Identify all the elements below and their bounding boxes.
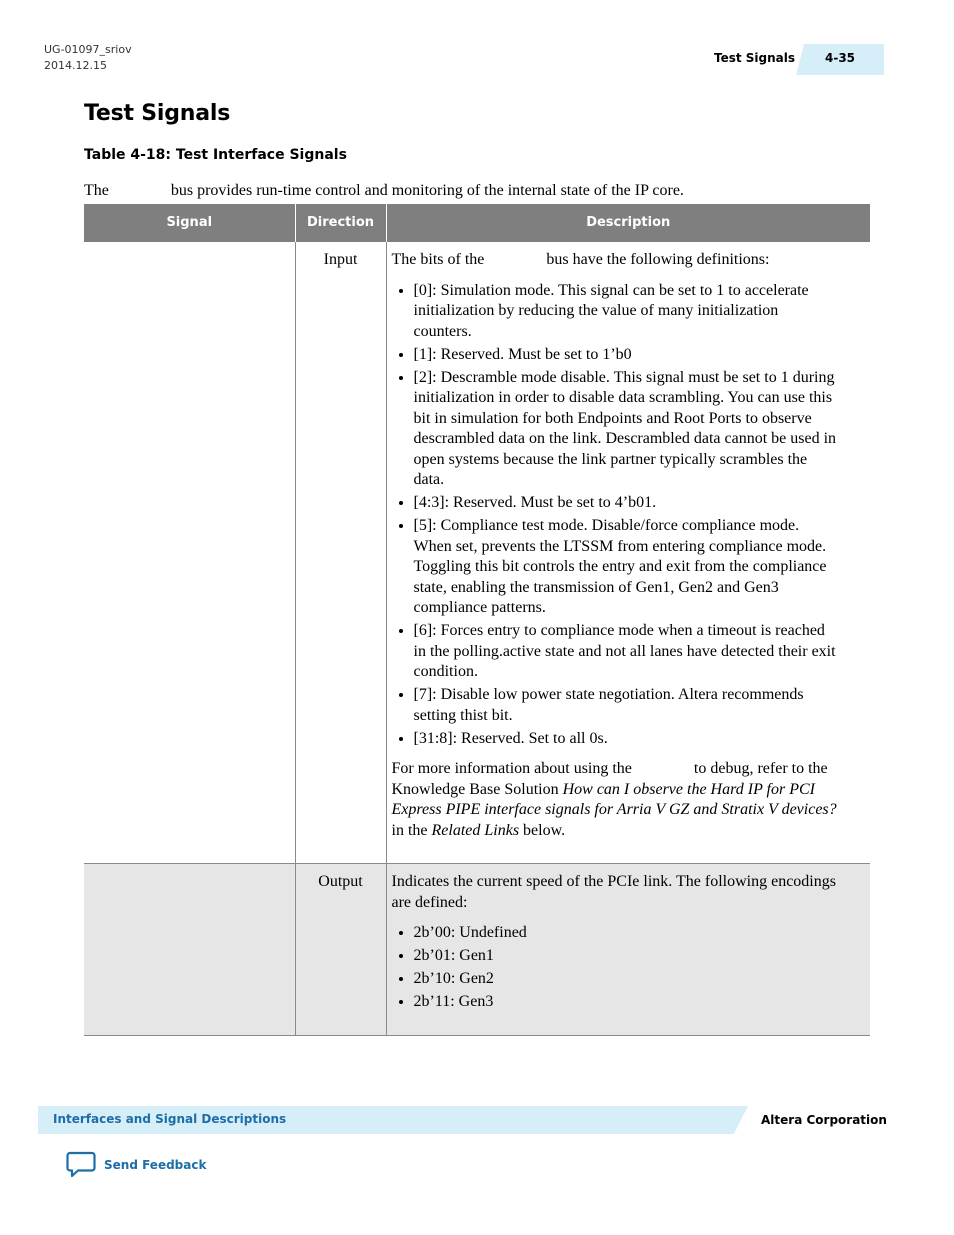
column-header-description: Description bbox=[386, 204, 870, 242]
list-item: • [0]: Simulation mode. This signal can be set to 1 to accelerate initialization by reducing the value of many initialization counters. bbox=[414, 281, 841, 343]
description-cell bbox=[386, 864, 870, 1036]
intro-paragraph bbox=[84, 182, 684, 200]
table-header-row bbox=[84, 204, 870, 242]
direction-cell: Input bbox=[295, 242, 386, 864]
description-lead: The bits of the bus have the following definitions: bbox=[391, 251, 770, 268]
description-cell bbox=[386, 242, 870, 864]
signal-cell bbox=[84, 864, 295, 1036]
page-title: Test Signals bbox=[84, 101, 231, 126]
list-item: • [6]: Forces entry to compliance mode when a timeout is reached in the polling.active state and not all lanes have detected their exit condition. bbox=[414, 621, 841, 683]
list-item: • [7]: Disable low power state negotiation. Altera recommends setting thist bit. bbox=[414, 685, 841, 726]
intro-text-after: bus provides run-time control and monitoring of the internal state of the IP core. bbox=[170, 182, 684, 199]
table-row bbox=[84, 242, 870, 864]
document-date: 2014.12.15 bbox=[44, 59, 107, 72]
footer-chapter-link[interactable]: Interfaces and Signal Descriptions bbox=[53, 1112, 287, 1126]
table-caption: Table 4-18: Test Interface Signals bbox=[84, 147, 347, 163]
list-item: • [31:8]: Reserved. Set to all 0s. bbox=[414, 729, 841, 750]
send-feedback-label: Send Feedback bbox=[104, 1158, 207, 1172]
document-id-block bbox=[44, 42, 132, 74]
list-item: • 2b’10: Gen2 bbox=[414, 969, 841, 990]
table-row bbox=[84, 864, 870, 1036]
list-item: • 2b’01: Gen1 bbox=[414, 946, 841, 967]
list-item: • 2b’11: Gen3 bbox=[414, 992, 841, 1013]
kb-solution-title: How can I observe the Hard IP for PCI Express PIPE interface signals for Arria V GZ and Stratix V devices? bbox=[391, 780, 837, 818]
direction-cell: Output bbox=[295, 864, 386, 1036]
speed-encodings-list bbox=[392, 923, 841, 1013]
column-header-signal: Signal bbox=[84, 204, 295, 242]
more-info-paragraph: For more information about using the to debug, refer to the Knowledge Base Solution How can I observe the Hard IP for PCI Express PIPE interface signals for Arria V GZ and Stratix V devices? in the Related Links below. bbox=[391, 760, 837, 839]
running-section-title: Test Signals bbox=[714, 51, 796, 65]
intro-text-before: The bbox=[84, 182, 109, 199]
send-feedback-link[interactable] bbox=[66, 1151, 206, 1179]
page-number: 4-35 bbox=[796, 44, 884, 75]
document-id: UG-01097_sriov bbox=[44, 43, 132, 56]
description-lead: Indicates the current speed of the PCIe link. The following encodings are defined: bbox=[391, 873, 836, 911]
list-item: • [1]: Reserved. Must be set to 1’b0 bbox=[414, 345, 841, 366]
list-item: • [2]: Descramble mode disable. This signal must be set to 1 during initialization in order to disable data scrambling. You can use this bit in simulation for both Endpoints and Root Ports to observe descrambled data on the link. Descrambled data cannot be used in open systems because the link partner typically scrambles the data. bbox=[414, 368, 841, 491]
column-header-direction: Direction bbox=[295, 204, 386, 242]
list-item: • [5]: Compliance test mode. Disable/force compliance mode. When set, prevents the LTSSM from entering compliance mode. Toggling this bit controls the entry and exit from the compliance state, enabling the transmission of Gen1, Gen2 and Gen3 compliance patterns. bbox=[414, 516, 841, 619]
list-item: • 2b’00: Undefined bbox=[414, 923, 841, 944]
test-interface-signals-table bbox=[84, 204, 870, 1036]
speech-bubble-icon bbox=[66, 1151, 96, 1179]
bit-definitions-list bbox=[392, 281, 841, 750]
list-item: • [4:3]: Reserved. Must be set to 4’b01. bbox=[414, 493, 841, 514]
related-links-ref: Related Links bbox=[431, 821, 520, 839]
footer-company: Altera Corporation bbox=[761, 1113, 887, 1127]
signal-cell bbox=[84, 242, 295, 864]
